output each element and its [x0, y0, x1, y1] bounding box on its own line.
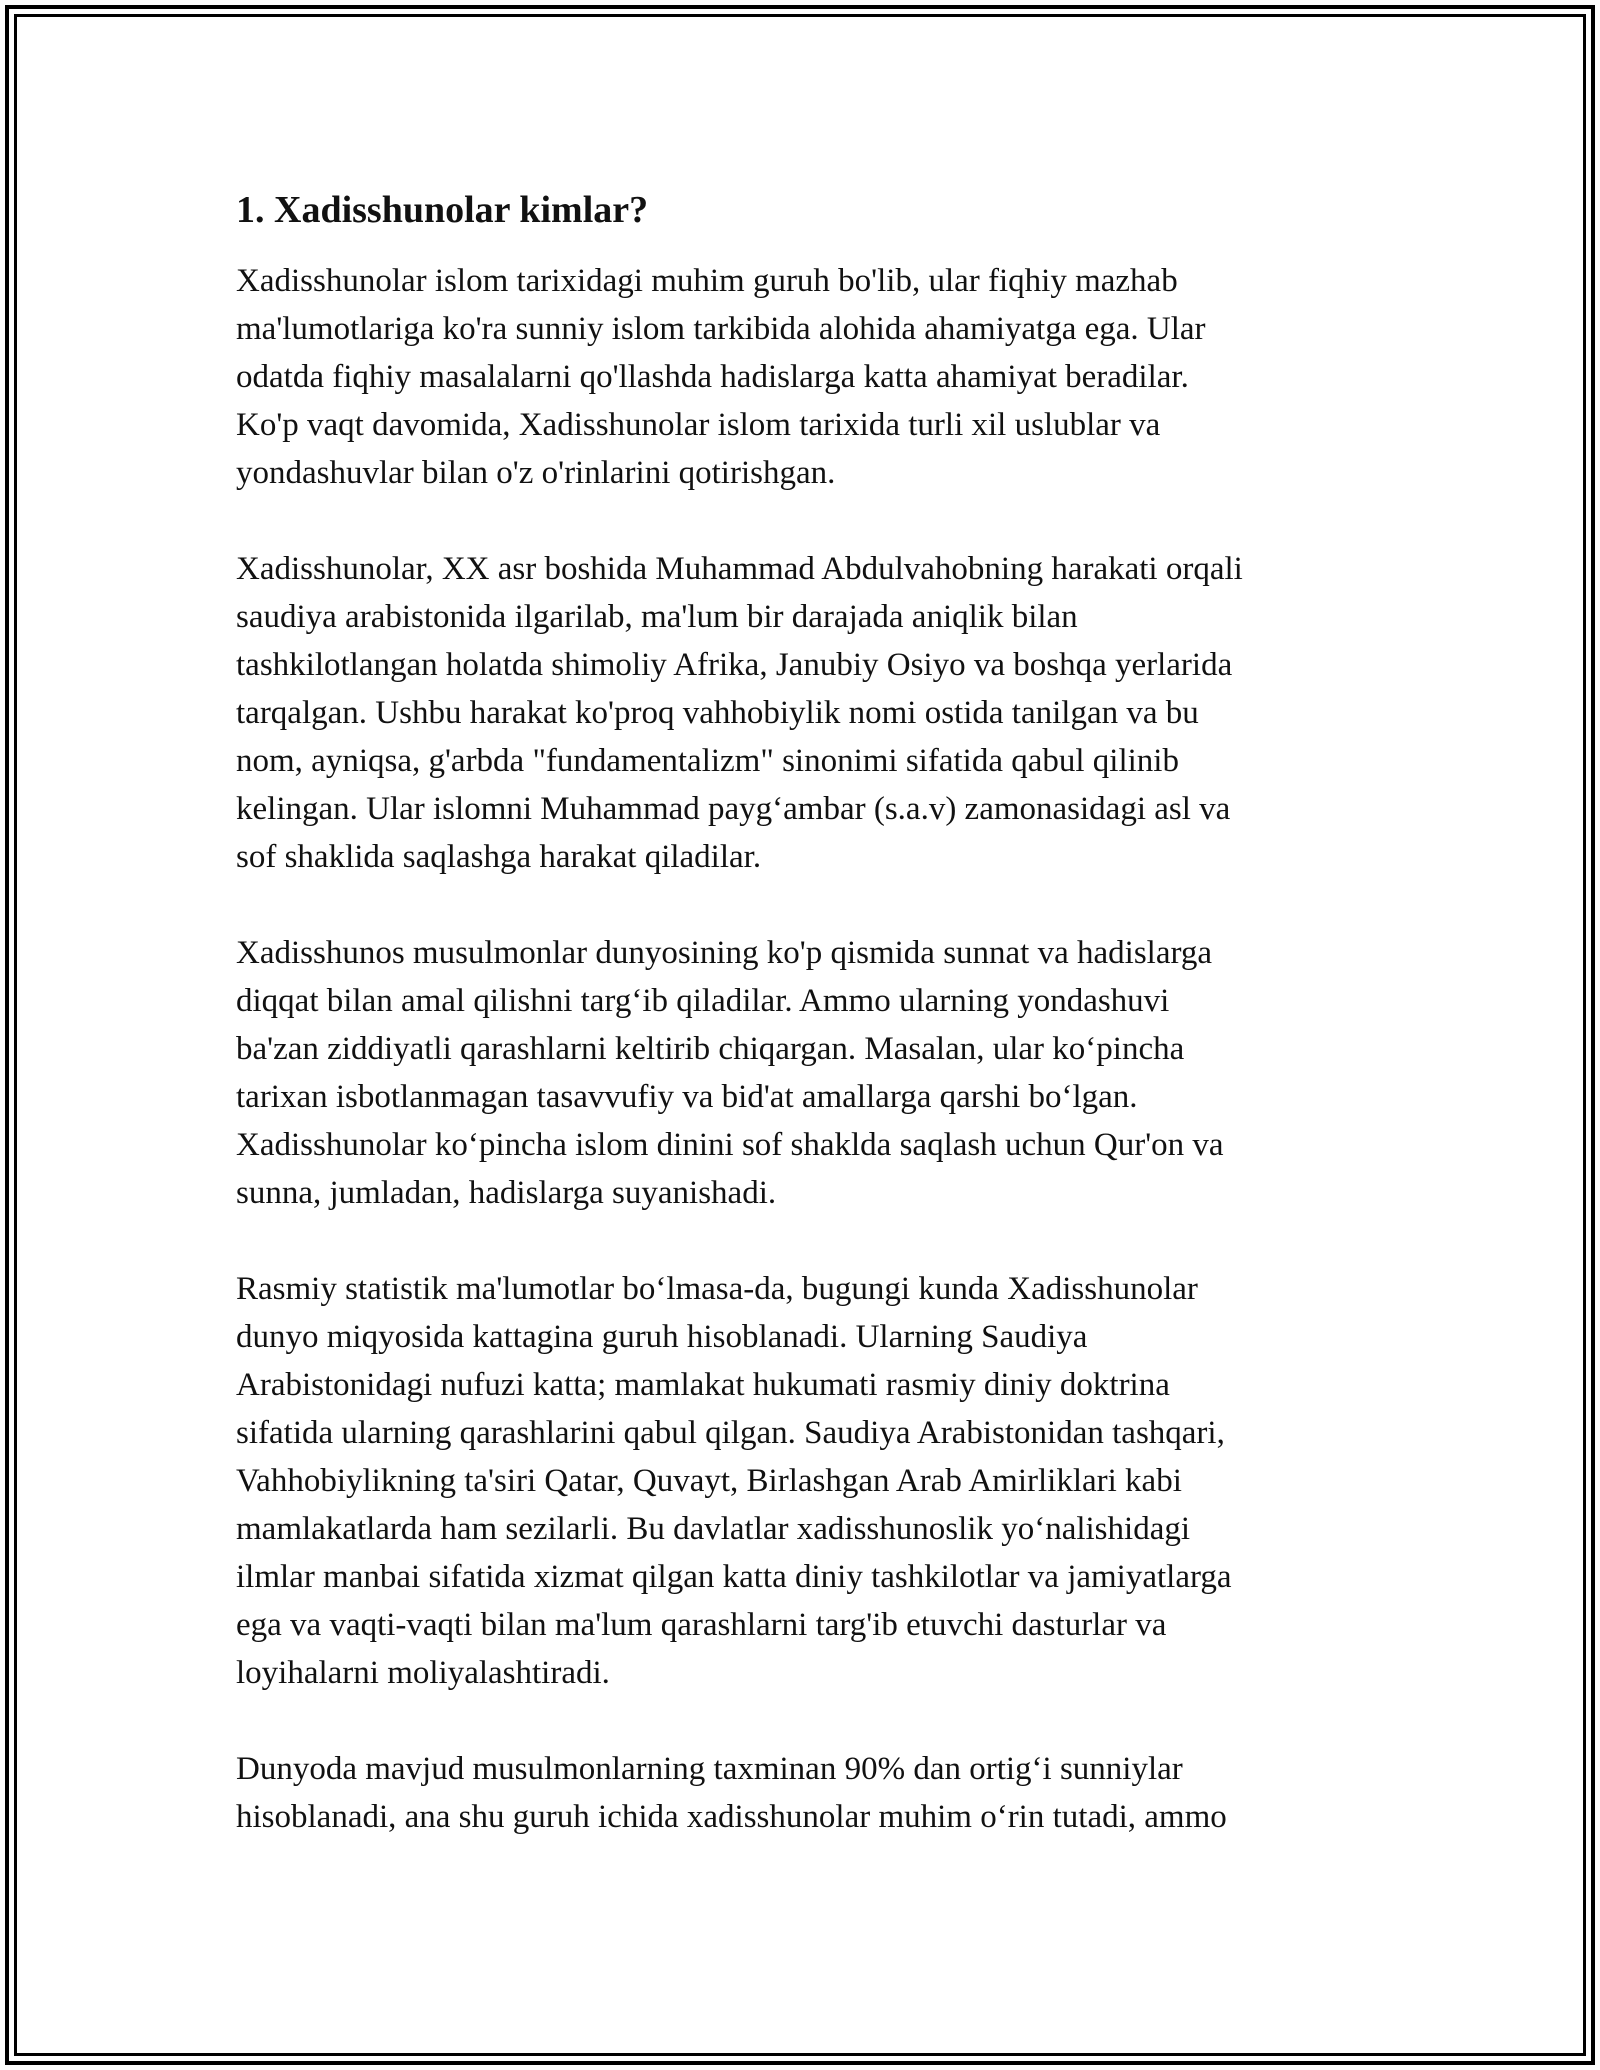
text-line: sifatida ularning qarashlarini qabul qilgan. Saudiya Arabistonidan tashqari, [236, 1415, 1225, 1451]
text-line: kelingan. Ular islomni Muhammad payg‘ambar (s.a.v) zamonasidagi asl va [236, 791, 1231, 827]
text-line: Arabistonidagi nufuzi katta; mamlakat hukumati rasmiy diniy doktrina [236, 1367, 1170, 1403]
text-line: diqqat bilan amal qilishni targ‘ib qiladilar. Ammo ularning yondashuvi [236, 983, 1170, 1019]
text-line: dunyo miqyosida kattagina guruh hisoblanadi. Ularning Saudiya [236, 1319, 1088, 1355]
text-line: tarixan isbotlanmagan tasavvufiy va bid'at amallarga qarshi bo‘lgan. [236, 1079, 1138, 1115]
text-line: Xadisshunolar islom tarixidagi muhim guruh bo'lib, ular fiqhiy mazhab [236, 263, 1178, 299]
text-line: ega va vaqti-vaqti bilan ma'lum qarashlarni targ'ib etuvchi dasturlar va [236, 1607, 1167, 1643]
text-line: Rasmiy statistik ma'lumotlar bo‘lmasa-da, bugungi kunda Xadisshunolar [236, 1271, 1198, 1307]
text-line: Dunyoda mavjud musulmonlarning taxminan 90% dan ortig‘i sunniylar [236, 1751, 1183, 1787]
paragraph-3 [236, 929, 1366, 1217]
text-line: Xadisshunos musulmonlar dunyosining ko'p qismida sunnat va hadislarga [236, 935, 1213, 971]
text-line: ma'lumotlariga ko'ra sunniy islom tarkibida alohida ahamiyatga ega. Ular [236, 311, 1206, 347]
paragraph-4 [236, 1265, 1366, 1697]
text-line: sof shaklida saqlashga harakat qiladilar. [236, 839, 762, 875]
text-line: yondashuvlar bilan o'z o'rinlarini qotirishgan. [236, 455, 836, 491]
text-line: hisoblanadi, ana shu guruh ichida xadisshunolar muhim o‘rin tutadi, ammo [236, 1799, 1227, 1835]
document-page [236, 186, 1366, 1889]
text-line: Ko'p vaqt davomida, Xadisshunolar islom tarixida turli xil uslublar va [236, 407, 1161, 443]
text-line: Vahhobiylikning ta'siri Qatar, Quvayt, Birlashgan Arab Amirliklari kabi [236, 1463, 1182, 1499]
text-line: tarqalgan. Ushbu harakat ko'proq vahhobiylik nomi ostida tanilgan va bu [236, 695, 1199, 731]
paragraph-5 [236, 1745, 1366, 1841]
text-line: odatda fiqhiy masalalarni qo'llashda hadislarga katta ahamiyat beradilar. [236, 359, 1189, 395]
text-line: tashkilotlangan holatda shimoliy Afrika, Janubiy Osiyo va boshqa yerlarida [236, 647, 1233, 683]
text-line: saudiya arabistonida ilgarilab, ma'lum bir darajada aniqlik bilan [236, 599, 1078, 635]
text-line: ilmlar manbai sifatida xizmat qilgan katta diniy tashkilotlar va jamiyatlarga [236, 1559, 1232, 1595]
paragraph-1 [236, 257, 1366, 497]
text-line: sunna, jumladan, hadislarga suyanishadi. [236, 1175, 777, 1211]
text-line: mamlakatlarda ham sezilarli. Bu davlatlar xadisshunoslik yo‘nalishidagi [236, 1511, 1191, 1547]
section-heading: 1. Xadisshunolar kimlar? [236, 189, 649, 231]
text-line: ba'zan ziddiyatli qarashlarni keltirib chiqargan. Masalan, ular ko‘pincha [236, 1031, 1185, 1067]
text-line: nom, ayniqsa, g'arbda "fundamentalizm" sinonimi sifatida qabul qilinib [236, 743, 1179, 779]
text-line: loyihalarni moliyalashtiradi. [236, 1655, 610, 1691]
paragraph-2 [236, 545, 1366, 881]
text-line: Xadisshunolar, XX asr boshida Muhammad Abdulvahobning harakati orqali [236, 551, 1243, 587]
text-line: Xadisshunolar ko‘pincha islom dinini sof shakldа saqlash uchun Qur'on va [236, 1127, 1224, 1163]
